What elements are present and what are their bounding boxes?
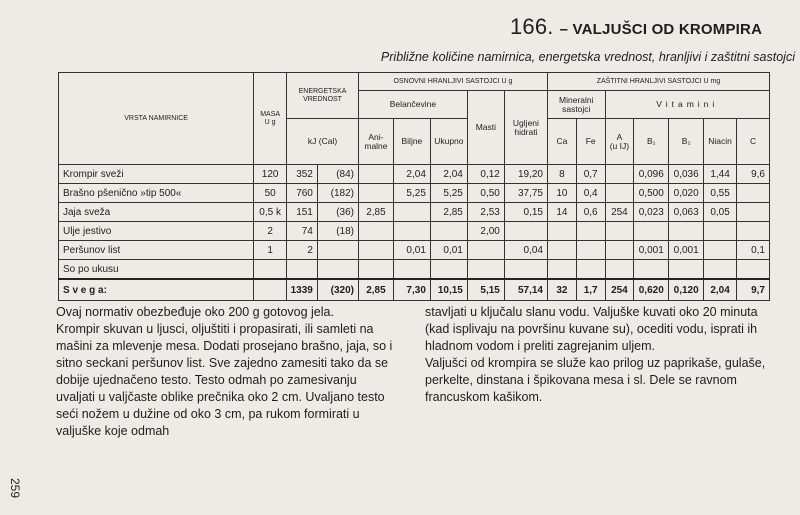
header-protective-nutrients: ZAŠTITNI HRANLJIVI SASTOJCI U mg bbox=[548, 73, 770, 91]
cell-fe: 0,6 bbox=[576, 203, 605, 222]
cell-fe: 0,7 bbox=[576, 165, 605, 184]
cell-c: 9,7 bbox=[737, 279, 770, 301]
cell-cal bbox=[317, 241, 358, 260]
header-basic-nutrients: OSNOVNI HRANLJIVI SASTOJCI U g bbox=[358, 73, 547, 91]
header-plant: Biljne bbox=[393, 119, 430, 165]
table-row bbox=[59, 222, 770, 241]
cell-kj: 74 bbox=[287, 222, 318, 241]
cell-carbs: 0,04 bbox=[504, 241, 547, 260]
cell-b1: 0,620 bbox=[634, 279, 669, 301]
cell-c bbox=[737, 184, 770, 203]
recipe-title bbox=[510, 14, 790, 40]
header-vitamins: Vitamini bbox=[605, 91, 769, 119]
cell-name: Jaja sveža bbox=[59, 203, 254, 222]
cell-cal: (84) bbox=[317, 165, 358, 184]
cell-ca: 32 bbox=[548, 279, 577, 301]
paragraph: Krompir skuvan u ljusci, oljuštiti i propasirati, ili samleti na mašini za mlevenje mesa. Dodati prosejano brašno, jaja, so i sitno seckani peršunov list. Sve zajedno zamesiti tako da se dobije ujednačeno testo. Testo odmah po zamesivanju uvaljati u valjčaste oblike prečnika oko 2 cm. Uvaljano testo seći nožem u dužine od oko 3 cm, pa rukom formirati u valjuške koje odmah bbox=[56, 322, 393, 438]
paragraph: stavljati u ključalu slanu vodu. Valjuške kuvati oko 20 minuta (kad isplivaju na površinu kuvane su), ocediti vodu, isprati ih hladnom vodom i preliti zagrejanim uljem. bbox=[425, 305, 758, 353]
table-row bbox=[59, 260, 770, 280]
header-item: VRSTA NAMIRNICE bbox=[59, 73, 254, 165]
cell-mass: 50 bbox=[254, 184, 287, 203]
cell-kj: 2 bbox=[287, 241, 318, 260]
table-body bbox=[59, 165, 770, 301]
paragraph: Valjušci od krompira se služe kao prilog uz paprikaše, gulaše, perkelte, dinstana i špikovana mesa i sl. Dele se ravnom francuskom kašikom. bbox=[425, 356, 766, 404]
cell-kj: 352 bbox=[287, 165, 318, 184]
cell-fat: 2,00 bbox=[467, 222, 504, 241]
cell-animal: 2,85 bbox=[358, 279, 393, 301]
header-energy: ENERGETSKA VREDNOST bbox=[287, 73, 359, 119]
page-number: 259 bbox=[8, 478, 22, 499]
cell-fat bbox=[467, 260, 504, 280]
cell-fe: 1,7 bbox=[576, 279, 605, 301]
cell-mass: 120 bbox=[254, 165, 287, 184]
cell-b2: 0,001 bbox=[669, 241, 704, 260]
cell-b2: 0,120 bbox=[669, 279, 704, 301]
cell-total: 10,15 bbox=[430, 279, 467, 301]
cell-carbs: 57,14 bbox=[504, 279, 547, 301]
table-row bbox=[59, 203, 770, 222]
header-animal: Ani- malne bbox=[358, 119, 393, 165]
cell-total: 2,04 bbox=[430, 165, 467, 184]
cell-c: 9,6 bbox=[737, 165, 770, 184]
cell-fat: 2,53 bbox=[467, 203, 504, 222]
cell-kj: 760 bbox=[287, 184, 318, 203]
cell-total bbox=[430, 222, 467, 241]
cell-a bbox=[605, 241, 634, 260]
cell-plant: 0,01 bbox=[393, 241, 430, 260]
table-row bbox=[59, 241, 770, 260]
cell-a bbox=[605, 260, 634, 280]
cell-b1: 0,500 bbox=[634, 184, 669, 203]
cell-ca bbox=[548, 241, 577, 260]
cell-niacin bbox=[704, 260, 737, 280]
cell-niacin: 1,44 bbox=[704, 165, 737, 184]
cell-plant: 2,04 bbox=[393, 165, 430, 184]
cell-niacin bbox=[704, 241, 737, 260]
cell-ca: 8 bbox=[548, 165, 577, 184]
paragraph: Ovaj normativ obezbeđuje oko 200 g gotovog jela. bbox=[56, 305, 334, 319]
cell-b1: 0,023 bbox=[634, 203, 669, 222]
cell-name: So po ukusu bbox=[59, 260, 254, 280]
header-protein-total: Ukupno bbox=[430, 119, 467, 165]
cell-ca: 14 bbox=[548, 203, 577, 222]
cell-carbs bbox=[504, 260, 547, 280]
header-vitamin-b2: B₂ bbox=[669, 119, 704, 165]
total-row bbox=[59, 279, 770, 301]
cell-cal: (36) bbox=[317, 203, 358, 222]
header-niacin: Niacin bbox=[704, 119, 737, 165]
cell-name: Brašno pšenično »tip 500« bbox=[59, 184, 254, 203]
header-energy-units: kJ (Cal) bbox=[287, 119, 359, 165]
cell-niacin: 0,05 bbox=[704, 203, 737, 222]
cell-a bbox=[605, 165, 634, 184]
cell-niacin: 0,55 bbox=[704, 184, 737, 203]
cell-plant: 5,25 bbox=[393, 184, 430, 203]
cell-name: Peršunov list bbox=[59, 241, 254, 260]
cell-fe: 0,4 bbox=[576, 184, 605, 203]
cell-cal bbox=[317, 260, 358, 280]
cell-mass: 2 bbox=[254, 222, 287, 241]
cell-fe bbox=[576, 241, 605, 260]
cell-animal bbox=[358, 184, 393, 203]
cell-niacin: 2,04 bbox=[704, 279, 737, 301]
cell-b1 bbox=[634, 222, 669, 241]
cell-a bbox=[605, 222, 634, 241]
header-fat: Masti bbox=[467, 91, 504, 165]
header-fe: Fe bbox=[576, 119, 605, 165]
cell-fat bbox=[467, 241, 504, 260]
cell-b1 bbox=[634, 260, 669, 280]
cell-a: 254 bbox=[605, 279, 634, 301]
cell-b2 bbox=[669, 222, 704, 241]
header-vitamin-b1: B₁ bbox=[634, 119, 669, 165]
cell-fe bbox=[576, 260, 605, 280]
cell-c bbox=[737, 203, 770, 222]
header-minerals: Mineralni sastojci bbox=[548, 91, 606, 119]
cell-a: 254 bbox=[605, 203, 634, 222]
cell-fat: 0,12 bbox=[467, 165, 504, 184]
cell-c bbox=[737, 260, 770, 280]
header-mass: MASA U g bbox=[254, 73, 287, 165]
table-row bbox=[59, 165, 770, 184]
cell-plant bbox=[393, 203, 430, 222]
cell-carbs: 0,15 bbox=[504, 203, 547, 222]
cell-mass bbox=[254, 260, 287, 280]
cell-name: Ulje jestivo bbox=[59, 222, 254, 241]
cell-total: 5,25 bbox=[430, 184, 467, 203]
header-protein: Belančevine bbox=[358, 91, 467, 119]
cell-plant: 7,30 bbox=[393, 279, 430, 301]
text-column-right bbox=[425, 304, 780, 406]
cell-a bbox=[605, 184, 634, 203]
cell-kj: 1339 bbox=[287, 279, 318, 301]
cell-cal: (320) bbox=[317, 279, 358, 301]
cell-total bbox=[430, 260, 467, 280]
cell-mass: 0,5 k bbox=[254, 203, 287, 222]
cell-name: S v e g a: bbox=[59, 279, 254, 301]
cell-carbs: 19,20 bbox=[504, 165, 547, 184]
cell-kj: 151 bbox=[287, 203, 318, 222]
cell-fat: 0,50 bbox=[467, 184, 504, 203]
cell-fat: 5,15 bbox=[467, 279, 504, 301]
recipe-name: – VALJUŠCI OD KROMPIRA bbox=[559, 21, 763, 38]
cell-cal: (182) bbox=[317, 184, 358, 203]
table-subtitle: Približne količine namirnica, energetska vrednost, hranljivi i zaštitni sastojci bbox=[380, 50, 795, 64]
cell-carbs: 37,75 bbox=[504, 184, 547, 203]
nutrition-table bbox=[58, 72, 770, 301]
header-ca: Ca bbox=[548, 119, 577, 165]
cell-plant bbox=[393, 260, 430, 280]
cell-animal: 2,85 bbox=[358, 203, 393, 222]
cell-b2 bbox=[669, 260, 704, 280]
cell-animal bbox=[358, 222, 393, 241]
cell-kj bbox=[287, 260, 318, 280]
cell-fe bbox=[576, 222, 605, 241]
cell-b2: 0,063 bbox=[669, 203, 704, 222]
cell-c bbox=[737, 222, 770, 241]
cell-c: 0,1 bbox=[737, 241, 770, 260]
cell-total: 0,01 bbox=[430, 241, 467, 260]
cell-animal bbox=[358, 165, 393, 184]
cell-b1: 0,001 bbox=[634, 241, 669, 260]
cell-animal bbox=[358, 241, 393, 260]
cell-cal: (18) bbox=[317, 222, 358, 241]
cell-mass bbox=[254, 279, 287, 301]
cell-ca bbox=[548, 222, 577, 241]
header-vitamin-a: A (u IJ) bbox=[605, 119, 634, 165]
recipe-number: 166. bbox=[510, 14, 554, 39]
cell-ca: 10 bbox=[548, 184, 577, 203]
cell-ca bbox=[548, 260, 577, 280]
cell-mass: 1 bbox=[254, 241, 287, 260]
cell-animal bbox=[358, 260, 393, 280]
cell-carbs bbox=[504, 222, 547, 241]
cell-total: 2,85 bbox=[430, 203, 467, 222]
text-column-left bbox=[56, 304, 396, 440]
cell-b1: 0,096 bbox=[634, 165, 669, 184]
header-carbs: Ugljeni hidrati bbox=[504, 91, 547, 165]
table-row bbox=[59, 184, 770, 203]
header-vitamin-c: C bbox=[737, 119, 770, 165]
cell-niacin bbox=[704, 222, 737, 241]
cell-b2: 0,020 bbox=[669, 184, 704, 203]
cell-name: Krompir sveži bbox=[59, 165, 254, 184]
cell-plant bbox=[393, 222, 430, 241]
cell-b2: 0,036 bbox=[669, 165, 704, 184]
